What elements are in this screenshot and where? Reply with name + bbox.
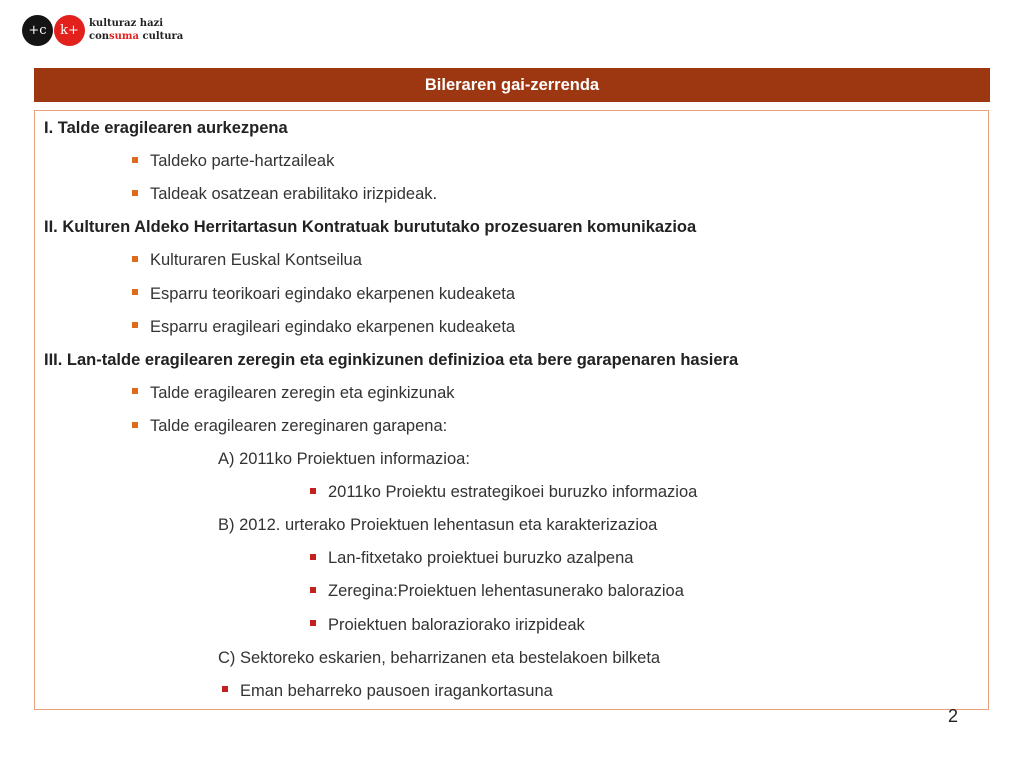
- square-bullet-icon: [132, 256, 138, 262]
- agenda-item: [310, 476, 697, 509]
- agenda-item-text: B) 2012. urterako Proiektuen lehentasun eta karakterizazioa: [218, 516, 658, 535]
- square-bullet-icon: [132, 157, 138, 163]
- agenda-item-text: Taldeko parte-hartzaileak: [150, 152, 335, 171]
- agenda-item-text: Kulturaren Euskal Kontseilua: [150, 251, 362, 270]
- square-bullet-icon: [132, 388, 138, 394]
- agenda-item: [218, 509, 657, 542]
- logo-red-circle: k+: [54, 15, 85, 46]
- agenda-item-text: II. Kulturen Aldeko Herritartasun Kontratuak burututako prozesuaren komunikazioa: [44, 218, 697, 237]
- agenda-item: [132, 311, 515, 344]
- page-number: 2: [948, 706, 959, 726]
- agenda-item: [218, 642, 660, 675]
- agenda-item: [132, 244, 362, 277]
- logo-black-circle: +c: [22, 15, 53, 46]
- agenda-item: [132, 410, 447, 443]
- logo-line-2: [89, 30, 183, 43]
- logo-line-2-red: suma: [109, 31, 139, 42]
- agenda-item: [132, 178, 437, 211]
- agenda-item-text: Lan-fitxetako proiektuei buruzko azalpena: [328, 549, 634, 568]
- agenda-item-text: Zeregina:Proiektuen lehentasunerako balorazioa: [328, 582, 684, 601]
- agenda-title: Bileraren gai-zerrenda: [424, 75, 600, 94]
- agenda-section: [44, 112, 288, 145]
- agenda-item-text: C) Sektoreko eskarien, beharrizanen eta bestelakoen bilketa: [218, 648, 661, 667]
- agenda-item: [222, 675, 553, 708]
- agenda-item-text: Eman beharreko pausoen iragankortasuna: [240, 681, 553, 700]
- agenda-header: [34, 68, 990, 102]
- square-bullet-icon: [310, 488, 316, 494]
- square-bullet-icon: [310, 587, 316, 593]
- agenda-item-text: Esparru eragileari egindako ekarpenen kudeaketa: [150, 317, 516, 336]
- logo-line-1: kulturaz hazi: [89, 18, 164, 29]
- square-bullet-icon: [310, 620, 316, 626]
- agenda-item: [132, 145, 334, 178]
- agenda-item-text: A) 2011ko Proiektuen informazioa:: [218, 450, 470, 468]
- square-bullet-icon: [132, 322, 138, 328]
- agenda-section: [44, 211, 696, 244]
- agenda-section: [44, 344, 738, 377]
- agenda-item-text: Talde eragilearen zereginaren garapena:: [150, 416, 448, 435]
- logo-text: [89, 17, 183, 43]
- agenda-item-text: Taldeak osatzean erabilitako irizpideak.: [150, 185, 438, 204]
- agenda-item: [310, 609, 585, 642]
- agenda-item-text: Esparru teorikoari egindako ekarpenen kudeaketa: [150, 284, 516, 303]
- logo-line-2-prefix: con: [89, 31, 110, 42]
- logo-line-2-suffix: cultura: [139, 31, 184, 42]
- agenda-item-text: Proiektuen baloraziorako irizpideak: [328, 615, 585, 634]
- agenda-item-text: I. Talde eragilearen aurkezpena: [44, 119, 288, 137]
- agenda-item: [218, 443, 470, 476]
- agenda-item: [310, 542, 633, 575]
- square-bullet-icon: [132, 190, 138, 196]
- agenda-item-text: 2011ko Proiektu estrategikoei buruzko informazioa: [328, 483, 698, 502]
- agenda-item-text: Talde eragilearen zeregin eta eginkizunak: [150, 383, 455, 402]
- square-bullet-icon: [222, 686, 228, 692]
- agenda-item-text: III. Lan-talde eragilearen zeregin eta eginkizunen definizioa eta bere garapenaren hasiera: [44, 350, 739, 369]
- square-bullet-icon: [310, 554, 316, 560]
- square-bullet-icon: [132, 422, 138, 428]
- square-bullet-icon: [132, 289, 138, 295]
- agenda-item: [310, 575, 684, 608]
- agenda-item: [132, 377, 455, 410]
- agenda-item: [132, 278, 515, 311]
